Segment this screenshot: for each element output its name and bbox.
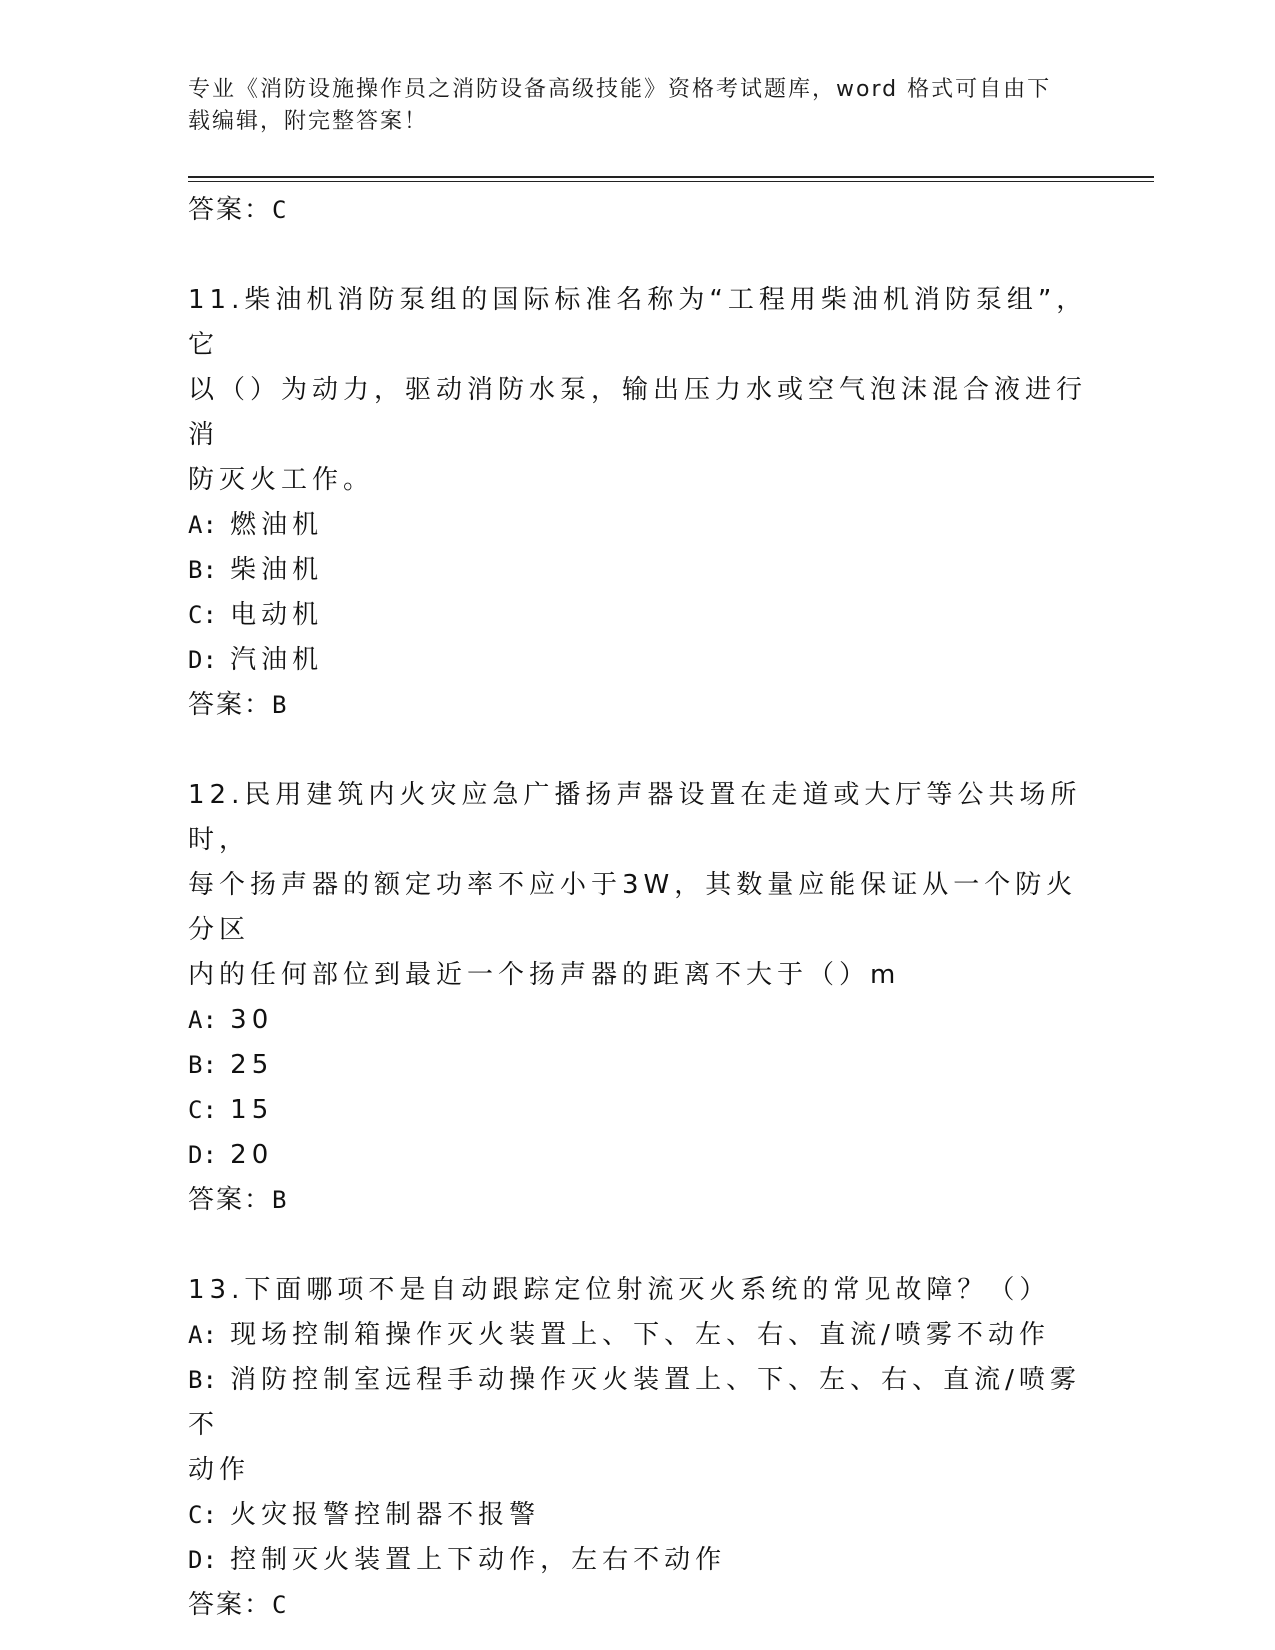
header-line-2: 载编辑，附完整答案！ (188, 109, 429, 134)
option-letter: A: (188, 1321, 217, 1349)
option-text: 消防控制室远程手动操作灭火装置上、下、左、右、直流/喷雾不 (188, 1365, 1081, 1440)
option-a (188, 503, 1088, 548)
answer-label: 答案： (188, 195, 273, 225)
question-text-line: 防灭火工作。 (188, 465, 375, 495)
document-body (188, 188, 1088, 1627)
answer-line (188, 683, 1088, 727)
option-letter: D: (188, 1546, 217, 1574)
question-12 (188, 773, 1088, 1222)
question-text-line: 12.民用建筑内火灾应急广播扬声器设置在走道或大厅等公共场所时， (188, 780, 1082, 855)
option-text: 25 (230, 1050, 274, 1080)
option-text: 燃油机 (230, 510, 324, 540)
option-text: 20 (230, 1140, 274, 1170)
option-letter: A: (188, 511, 217, 539)
answer-line (188, 1178, 1088, 1222)
option-b (188, 1043, 1088, 1088)
question-text-line: 以（）为动力，驱动消防水泵，输出压力水或空气泡沫混合液进行消 (188, 375, 1088, 450)
question-11 (188, 278, 1088, 727)
option-b-continuation: 动作 (188, 1455, 251, 1485)
option-text: 控制灭火装置上下动作，左右不动作 (230, 1545, 727, 1575)
option-letter: D: (188, 1141, 217, 1169)
answer-label: 答案： (188, 690, 273, 720)
question-13 (188, 1268, 1088, 1627)
option-letter: B: (188, 1366, 217, 1394)
answer-value: C (272, 1591, 289, 1619)
header-line-1: 专业《消防设施操作员之消防设备高级技能》资格考试题库，word 格式可自由下 (188, 77, 1052, 102)
option-text: 电动机 (230, 600, 324, 630)
option-d (188, 638, 1088, 683)
answer-value: C (272, 196, 289, 224)
option-b (188, 548, 1088, 593)
answer-value: B (272, 691, 289, 719)
option-b (188, 1358, 1088, 1448)
option-letter: B: (188, 1051, 217, 1079)
answer-value: B (272, 1186, 289, 1214)
option-a (188, 998, 1088, 1043)
answer-label: 答案： (188, 1590, 273, 1620)
header-divider-thin (188, 181, 1154, 182)
option-letter: A: (188, 1006, 217, 1034)
option-d (188, 1538, 1088, 1583)
option-c (188, 1493, 1088, 1538)
answer-label: 答案： (188, 1185, 273, 1215)
option-letter: C: (188, 1096, 217, 1124)
option-text: 柴油机 (230, 555, 324, 585)
option-c (188, 593, 1088, 638)
question-text-line: 11.柴油机消防泵组的国际标准名称为“工程用柴油机消防泵组”，它 (188, 285, 1088, 360)
previous-answer (188, 188, 1088, 232)
option-a (188, 1313, 1088, 1358)
option-letter: C: (188, 1501, 217, 1529)
question-text-line: 内的任何部位到最近一个扬声器的距离不大于（）m (188, 960, 901, 990)
option-text: 汽油机 (230, 645, 324, 675)
document-header (188, 74, 1068, 138)
option-letter: B: (188, 556, 217, 584)
option-letter: C: (188, 601, 217, 629)
option-d (188, 1133, 1088, 1178)
option-text: 15 (230, 1095, 274, 1125)
option-c (188, 1088, 1088, 1133)
option-text: 火灾报警控制器不报警 (230, 1500, 541, 1530)
question-text-line: 每个扬声器的额定功率不应小于3W，其数量应能保证从一个防火分区 (188, 870, 1078, 945)
option-text: 现场控制箱操作灭火装置上、下、左、右、直流/喷雾不动作 (230, 1320, 1050, 1350)
option-text: 30 (230, 1005, 274, 1035)
answer-line (188, 1583, 1088, 1627)
question-text-line: 13.下面哪项不是自动跟踪定位射流灭火系统的常见故障？（） (188, 1275, 1051, 1305)
header-divider-thick (188, 176, 1154, 178)
option-letter: D: (188, 646, 217, 674)
